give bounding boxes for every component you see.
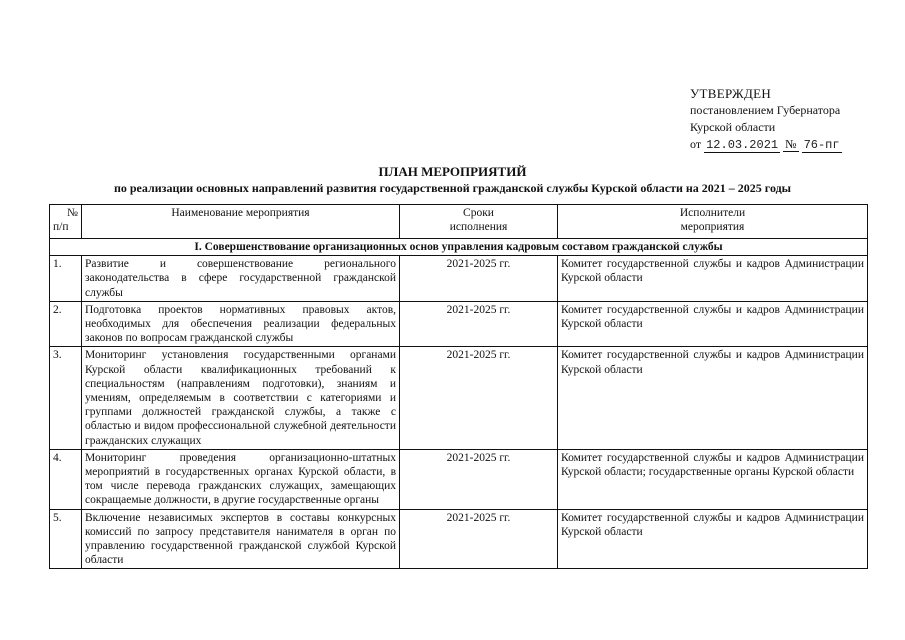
row-name: Подготовка проектов нормативных правовых актов, необходимых для обеспечения реализации федеральных законов по вопросам гражданской службы (82, 301, 400, 347)
header-name: Наименование мероприятия (82, 205, 400, 239)
row-term: 2021-2025 гг. (400, 509, 558, 569)
table-row (50, 449, 868, 509)
document-title: ПЛАН МЕРОПРИЯТИЙ (378, 164, 527, 179)
row-name: Мониторинг установления государственными органами Курской области квалификационных требований к специальностям (направлениям подготовки), знаниям и умениям, определяемым в соответствии с категориями и группами должностей гражданской службы, а также с областью и видом профессиональной служебной деятельности гражданских служащих (82, 347, 400, 449)
row-exec: Комитет государственной службы и кадров Администрации Курской области (558, 301, 868, 347)
approval-title: УТВЕРЖДЕН (690, 86, 772, 101)
row-exec: Комитет государственной службы и кадров Администрации Курской области (558, 347, 868, 449)
approval-line-1: постановлением Губернатора (690, 103, 841, 117)
approval-date: 12.03.2021 (706, 138, 779, 152)
row-term: 2021-2025 гг. (400, 347, 558, 449)
approval-stamp (690, 85, 842, 154)
header-term-line1: Сроки (463, 207, 494, 219)
row-name: Развитие и совершенствование регионального законодательства в сфере государственной гражданской службы (82, 256, 400, 302)
header-term-line2: исполнения (449, 221, 508, 234)
row-exec: Комитет государственной службы и кадров Администрации Курской области; государственные органы Курской области (558, 449, 868, 509)
table-row (50, 256, 868, 302)
approval-number-prefix: № (785, 137, 797, 151)
header-exec (558, 205, 868, 239)
row-term: 2021-2025 гг. (400, 256, 558, 302)
section-row (50, 239, 868, 256)
table-header-row (50, 205, 868, 239)
row-exec: Комитет государственной службы и кадров Администрации Курской области (558, 509, 868, 569)
header-num-line2: п/п (53, 221, 69, 234)
approval-number: 76-пг (803, 138, 840, 152)
section-title: I. Совершенствование организационных основ управления кадровым составом гражданской службы (50, 239, 868, 256)
row-num: 3. (50, 347, 82, 449)
row-num: 4. (50, 449, 82, 509)
approval-date-line (690, 136, 842, 154)
table-row (50, 509, 868, 569)
header-exec-line2: мероприятия (680, 221, 745, 234)
row-num: 1. (50, 256, 82, 302)
row-name: Мониторинг проведения организационно-штатных мероприятий в государственных органах Курской области, в том числе перевода гражданских служащих, замещающих сокращаемые должности, в другие государственные органы (82, 449, 400, 509)
row-exec: Комитет государственной службы и кадров Администрации Курской области (558, 256, 868, 302)
header-term (400, 205, 558, 239)
table-row (50, 347, 868, 449)
row-name: Включение независимых экспертов в составы конкурсных комиссий по запросу представителя нанимателя в орган по управлению государственной гражданской службой Курской области (82, 509, 400, 569)
plan-table (49, 204, 868, 569)
row-num: 2. (50, 301, 82, 347)
row-term: 2021-2025 гг. (400, 449, 558, 509)
header-num (50, 205, 82, 239)
approval-line-2: Курской области (690, 120, 776, 134)
header-exec-line1: Исполнители (679, 207, 746, 219)
table-row (50, 301, 868, 347)
approval-date-prefix: от (690, 137, 702, 151)
header-num-line1: № (67, 207, 78, 219)
document-heading (0, 163, 905, 197)
row-num: 5. (50, 509, 82, 569)
document-subtitle: по реализации основных направлений развития государственной гражданской службы Курской области на 2021 – 2025 годы (113, 181, 792, 195)
row-term: 2021-2025 гг. (400, 301, 558, 347)
